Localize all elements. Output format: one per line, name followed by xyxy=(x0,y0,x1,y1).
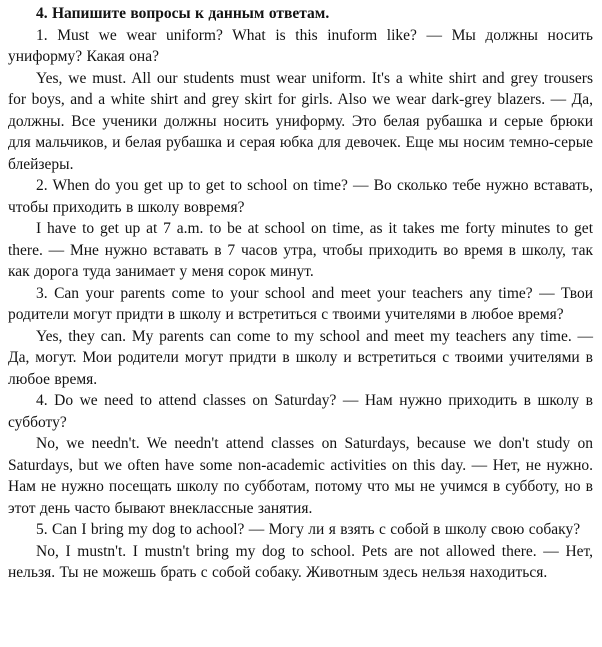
question-answer-2-question: 2. When do you get up to get to school on time? — Во сколько тебе нужно вставать, чтобы приходить в школу вовремя? xyxy=(8,177,593,216)
question-answer-2-answer: I have to get up at 7 a.m. to be at school on time, as it takes me forty minutes to get there. — Мне нужно вставать в 7 часов утра, чтобы приходить во время в школу, так как дорога туда занимает у меня сорок минут. xyxy=(8,220,593,280)
question-answer-3-answer: Yes, they can. My parents can come to my school and meet my teachers any time. — Да, могут. Мои родители могут придти в школу и встретиться с твоими учителями в любое время. xyxy=(8,327,593,388)
question-answer-5-answer: No, I mustn't. I mustn't bring my dog to school. Pets are not allowed there. — Нет, нельзя. Ты не можешь брать с собой собаку. Животным здесь нельзя находиться. xyxy=(8,542,593,581)
question-answer-1-question: 1. Must we wear uniform? What is this inuform like? — Мы должны носить униформу? Какая она? xyxy=(8,26,593,65)
question-answer-1-answer: Yes, we must. All our students must wear uniform. It's a white shirt and grey trousers for boys, and a white shirt and grey skirt for girls. Also we wear dark-grey blazers. — Да, должны. Все ученики должны носить униформу. Это белая рубашка и серые брюки для мальчиков, и белая рубашка и серая юбка для девочек. Еще мы носим темно-серые блейзеры. xyxy=(8,69,593,173)
exercise-title: 4. Напишите вопросы к данным ответам. xyxy=(36,5,330,22)
question-answer-4-answer: No, we needn't. We needn't attend classes on Saturdays, because we don't study on Saturdays, but we often have some non-academic activities on this day. — Нет, не нужно. Нам не нужно посещать школу по субботам, потому что мы не учимся в субботу, но в этот день часто бывают внеклассные занятия. xyxy=(8,435,593,517)
question-answer-4-question: 4. Do we need to attend classes on Saturday? — Нам нужно приходить в школу в субботу? xyxy=(8,392,593,431)
question-answer-5-question: 5. Can I bring my dog to achool? — Могу ли я взять с собой в школу свою собаку? xyxy=(36,521,581,538)
question-answer-3-question: 3. Can your parents come to your school and meet your teachers any time? — Твои родители могут придти в школу и встретиться с твоими учителями в любое время? xyxy=(8,284,593,323)
